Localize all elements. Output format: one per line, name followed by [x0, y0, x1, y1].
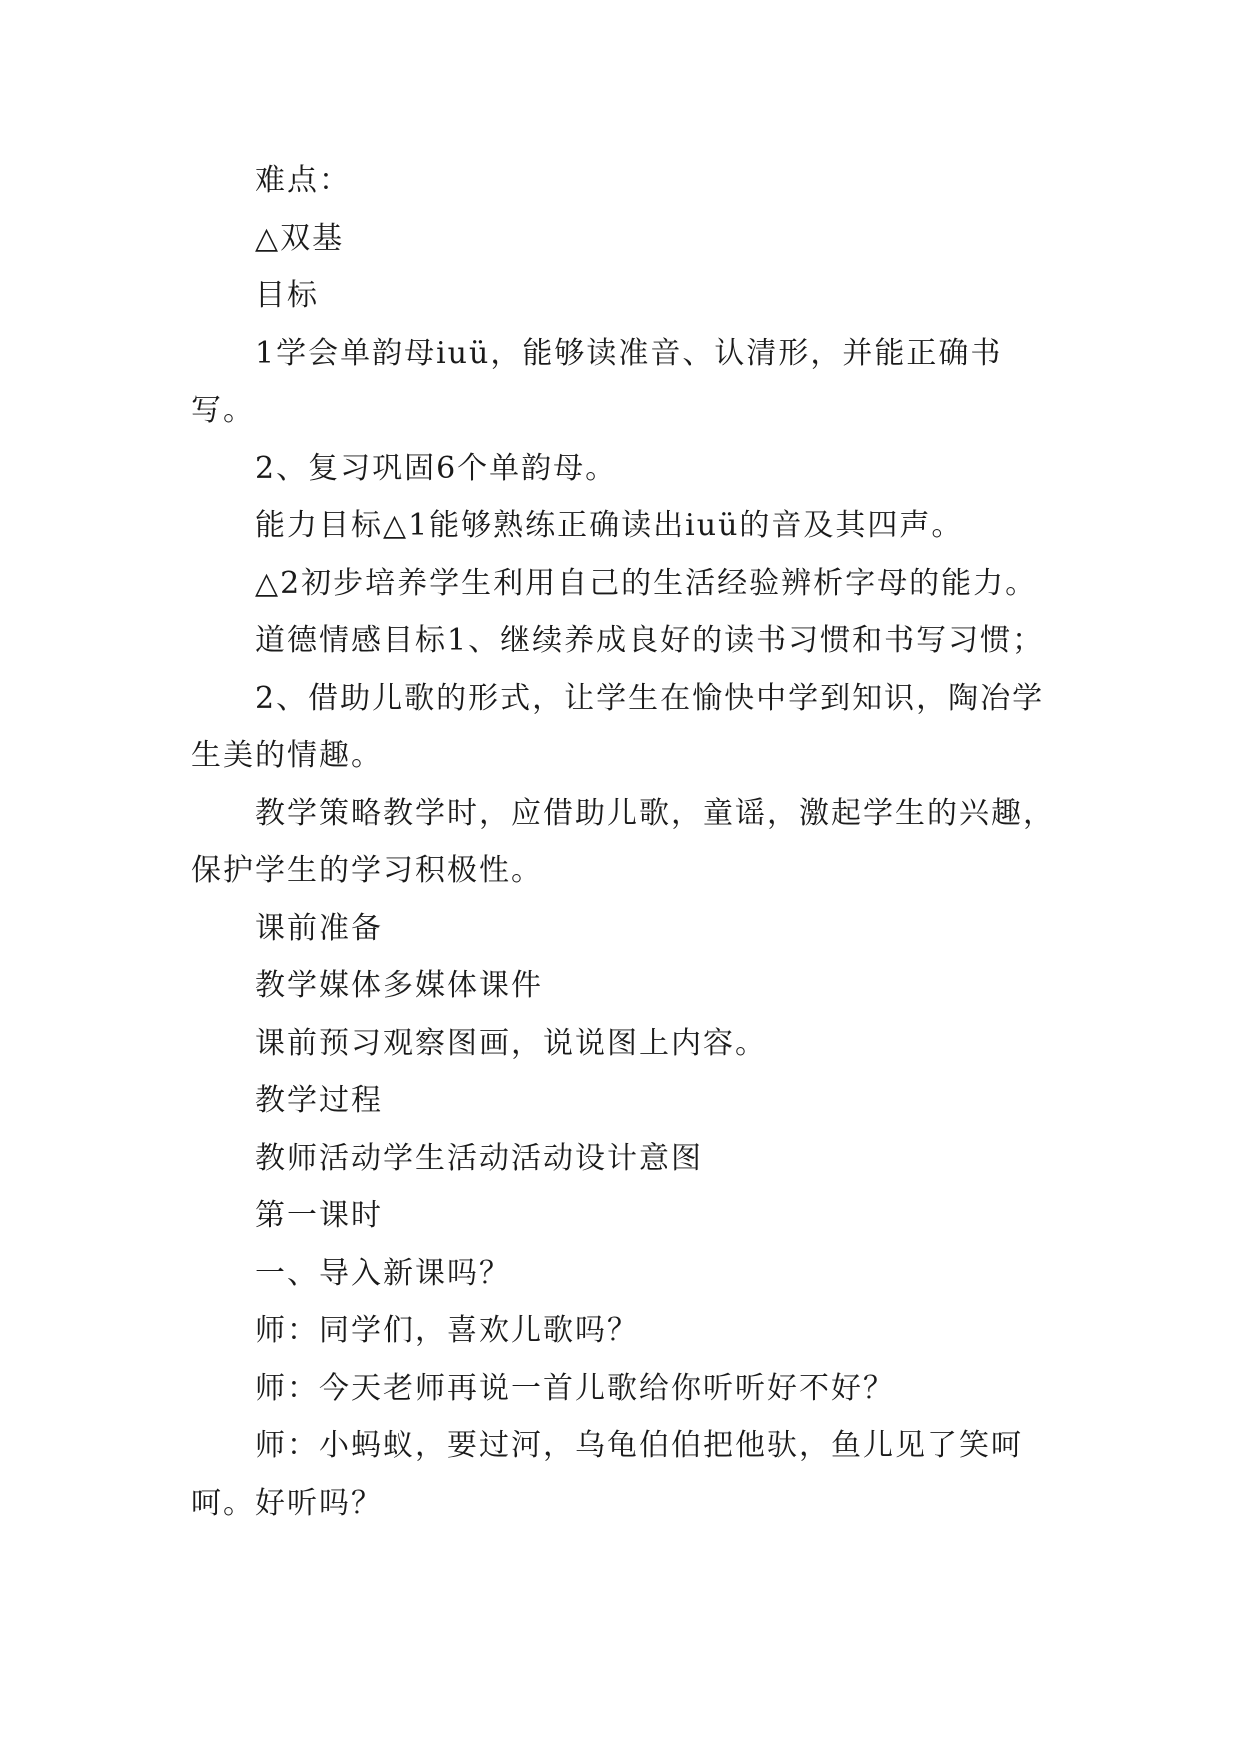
- paragraph-teaching-media: 教学媒体多媒体课件: [255, 968, 543, 1003]
- paragraph-ability-goal-2: △2初步培养学生利用自己的生活经验辨析字母的能力。: [255, 565, 1038, 601]
- paragraph-double-basics: △双基: [255, 220, 345, 256]
- document-body: [191, 152, 1061, 1532]
- paragraph-teacher-line-1: 师：同学们，喜欢儿歌吗？: [255, 1313, 639, 1348]
- paragraph-teaching-strategy: 教学策略教学时，应借助儿歌，童谣，激起学生的兴趣，保护学生的学习积极性。: [191, 795, 1055, 888]
- paragraph-teacher-line-2: 师：今天老师再说一首儿歌给你听听好不好？: [255, 1370, 895, 1406]
- paragraph-goals-heading: 目标: [255, 278, 319, 313]
- paragraph-preparation-heading: 课前准备: [255, 910, 383, 946]
- paragraph-moral-goal-1: 道德情感目标1、继续养成良好的读书习惯和书写习惯；: [255, 623, 1045, 658]
- paragraph-ability-goal-1: 能力目标△1能够熟练正确读出iuü的音及其四声。: [255, 508, 964, 543]
- paragraph-activity-columns: 教师活动学生活动活动设计意图: [255, 1140, 703, 1176]
- paragraph-intro-section: 一、导入新课吗？: [255, 1255, 511, 1291]
- paragraph-moral-goal-2: 2、借助儿歌的形式，让学生在愉快中学到知识，陶冶学生美的情趣。: [191, 680, 1045, 773]
- paragraph-goal-2: 2、复习巩固6个单韵母。: [255, 450, 618, 486]
- paragraph-goal-1: 1学会单韵母iuü，能够读准音、认清形，并能正确书写。: [191, 335, 1003, 428]
- paragraph-difficulty-heading: 难点：: [255, 163, 351, 198]
- paragraph-teacher-line-3: 师：小蚂蚁，要过河，乌龟伯伯把他驮，鱼儿见了笑呵呵。好听吗？: [191, 1428, 1023, 1521]
- paragraph-preview: 课前预习观察图画，说说图上内容。: [255, 1025, 767, 1061]
- paragraph-process-heading: 教学过程: [255, 1083, 383, 1118]
- paragraph-first-lesson: 第一课时: [255, 1198, 383, 1233]
